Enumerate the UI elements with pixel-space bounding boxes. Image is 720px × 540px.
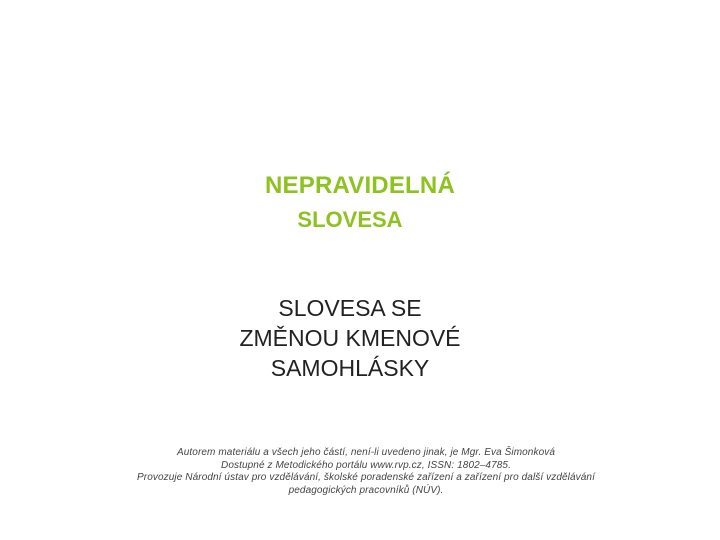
subtitle-line-1: SLOVESA SE [278,295,422,321]
title-line-1: NEPRAVIDELNÁ [265,172,455,199]
subtitle-line-2: ZMĚNOU KMENOVÉ [239,325,461,351]
footer-line-3: Provozuje Národní ústav pro vzdělávání, školské poradenské zařízení a zařízení pro další vzdělávání [137,472,595,483]
title-line-2: SLOVESA [297,207,403,232]
footer-line-1: Autorem materiálu a všech jeho částí, není-li uvedeno jinak, je Mgr. Eva Šimonková [176,447,555,458]
attribution-footer [100,447,632,497]
footer-line-4: pedagogických pracovníků (NÚV). [288,484,444,496]
subtitle-line-3: SAMOHLÁSKY [270,355,430,381]
subtitle [180,293,520,383]
footer-line-2: Dostupné z Metodického portálu www.rvp.cz, ISSN: 1802–4785. [221,459,511,471]
